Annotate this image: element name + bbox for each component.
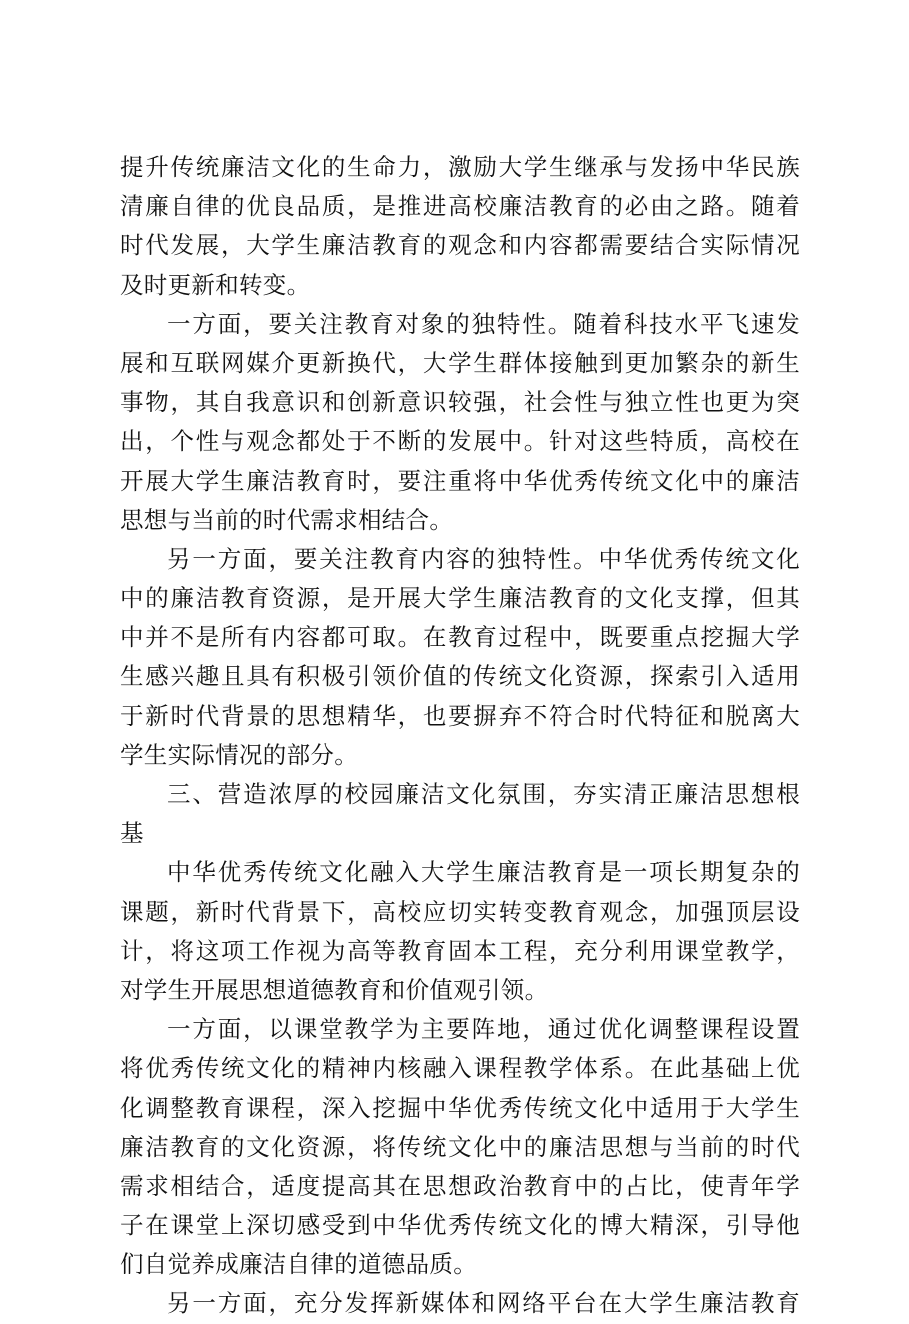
paragraph-education-content [120, 540, 800, 775]
text-line: 开展大学生廉洁教育时，要注重将中华优秀传统文化中的廉洁 [120, 466, 800, 495]
text-line: 另一方面，充分发挥新媒体和网络平台在大学生廉洁教育 [167, 1289, 800, 1318]
section-heading [120, 775, 800, 853]
text-line: 对学生开展思想道德教育和价值观引领。 [120, 975, 549, 1004]
document-body [120, 148, 800, 1324]
text-line: 展和互联网媒介更新换代，大学生群体接触到更加繁杂的新生 [120, 348, 800, 377]
text-line: 清廉自律的优良品质，是推进高校廉洁教育的必由之路。随着 [120, 192, 800, 221]
text-line: 一方面，要关注教育对象的独特性。随着科技水平飞速发 [167, 309, 800, 338]
text-line: 于新时代背景的思想精华，也要摒弃不符合时代特征和脱离大 [120, 701, 800, 730]
text-line: 中华优秀传统文化融入大学生廉洁教育是一项长期复杂的 [167, 858, 800, 887]
text-line: 出，个性与观念都处于不断的发展中。针对这些特质，高校在 [120, 427, 800, 456]
text-line: 们自觉养成廉洁自律的道德品质。 [120, 1250, 477, 1279]
text-line: 化调整教育课程，深入挖掘中华优秀传统文化中适用于大学生 [120, 1093, 800, 1122]
text-line: 时代发展，大学生廉洁教育的观念和内容都需要结合实际情况 [120, 231, 800, 260]
text-line: 事物，其自我意识和创新意识较强，社会性与独立性也更为突 [120, 388, 800, 417]
paragraph-classroom-teaching [120, 1010, 800, 1284]
paragraph-campus-culture [120, 853, 800, 1010]
text-line: 学生实际情况的部分。 [120, 740, 358, 769]
text-line: 廉洁教育的文化资源，将传统文化中的廉洁思想与当前的时代 [120, 1132, 800, 1161]
paragraph-new-media [120, 1284, 800, 1323]
paragraph-education-object [120, 305, 800, 540]
text-line: 及时更新和转变。 [120, 270, 311, 299]
text-line: 另一方面，要关注教育内容的独特性。中华优秀传统文化 [167, 544, 800, 573]
text-line: 提升传统廉洁文化的生命力，激励大学生继承与发扬中华民族 [120, 153, 800, 181]
text-line: 需求相结合，适度提高其在思想政治教育中的占比，使青年学 [120, 1171, 800, 1200]
text-line: 课题，新时代背景下，高校应切实转变教育观念，加强顶层设 [120, 897, 800, 926]
text-line: 计，将这项工作视为高等教育固本工程，充分利用课堂教学， [120, 936, 800, 965]
text-line: 基 [120, 819, 144, 848]
text-line: 中的廉洁教育资源，是开展大学生廉洁教育的文化支撑，但其 [120, 584, 800, 613]
text-line: 思想与当前的时代需求相结合。 [120, 505, 454, 534]
text-line: 三、营造浓厚的校园廉洁文化氛围，夯实清正廉洁思想根 [167, 780, 800, 808]
text-line: 将优秀传统文化的精神内核融入课程教学体系。在此基础上优 [120, 1054, 800, 1083]
text-line: 子在课堂上深切感受到中华优秀传统文化的博大精深，引导他 [120, 1211, 800, 1240]
text-line: 生感兴趣且具有积极引领价值的传统文化资源，探索引入适用 [120, 662, 800, 691]
text-line: 中并不是所有内容都可取。在教育过程中，既要重点挖掘大学 [120, 623, 800, 652]
paragraph-continuation [120, 148, 800, 305]
text-line: 一方面，以课堂教学为主要阵地，通过优化调整课程设置 [167, 1015, 800, 1044]
